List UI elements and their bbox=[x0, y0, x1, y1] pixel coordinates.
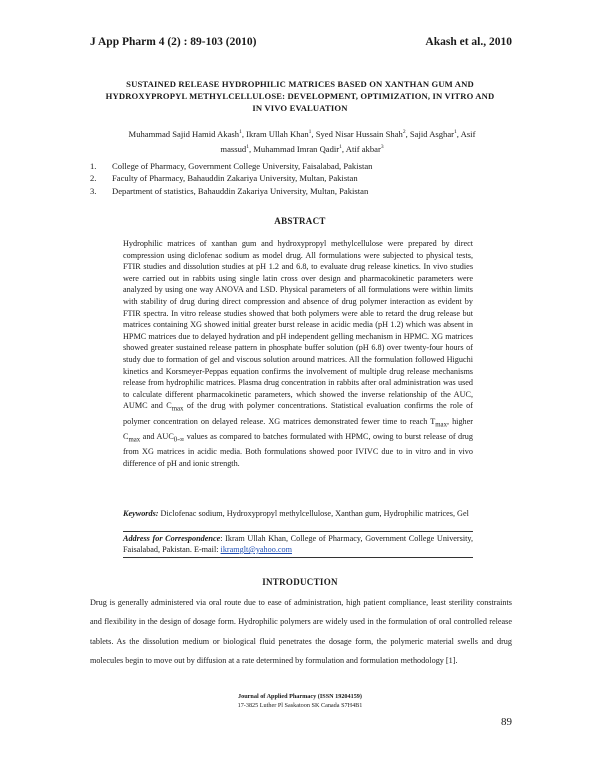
correspondence-label: Address for Correspondence bbox=[123, 534, 221, 543]
affiliation-item: 2. Faculty of Pharmacy, Bahauddin Zakariya University, Multan, Pakistan bbox=[90, 173, 358, 184]
author: Sajid Asghar$^1$, bbox=[409, 128, 461, 139]
correspondence bbox=[123, 533, 473, 555]
short-authors: Akash et al., 2010 bbox=[425, 36, 512, 48]
affiliation-item: 3. Department of statistics, Bahauddin Zakariya University, Multan, Pakistan bbox=[90, 185, 369, 196]
journal-citation: J App Pharm 4 (2) : 89-103 (2010) bbox=[90, 36, 257, 48]
paper-title: SUSTAINED RELEASE HYDROPHILIC MATRICES BASED ON XANTHAN GUM AND HYDROXYPROPYL METHYLCELLULOSE: DEVELOPMENT, OPTIMIZATION, IN VITRO AND IN VIVO EVALUATION bbox=[105, 79, 495, 113]
introduction-heading: INTRODUCTION bbox=[262, 577, 338, 587]
divider bbox=[123, 531, 473, 532]
running-header bbox=[90, 36, 512, 54]
author: Syed Nisar Hussain Shah$^2$, bbox=[315, 128, 410, 139]
page-footer bbox=[150, 693, 450, 710]
author: Muhammad Sajid Hamid Akash$^1$, bbox=[128, 128, 247, 139]
author: Muhammad Imran Qadir$^1$, bbox=[253, 143, 346, 154]
page-number: 89 bbox=[501, 716, 512, 728]
affiliation-item: 1. College of Pharmacy, Government College University, Faisalabad, Pakistan bbox=[90, 161, 373, 171]
affiliation-list bbox=[90, 160, 510, 197]
footer-journal: Journal of Applied Pharmacy (ISSN 19204159) bbox=[238, 693, 362, 700]
author-list bbox=[117, 126, 487, 156]
footer-address: 17-3825 Luther Pl Saskatoon SK Canada S7H4B1 bbox=[237, 701, 363, 709]
correspondence-text: : Ikram Ullah Khan, College of Pharmacy, Government College University, Faisalabad, Pakistan. E-mail: bbox=[123, 534, 473, 554]
divider bbox=[123, 557, 473, 558]
email-link[interactable]: ikramglt@yahoo.com bbox=[220, 545, 292, 554]
keywords-label: Keywords: bbox=[123, 509, 159, 518]
keywords-text: Diclofenac sodium, Hydroxypropyl methylcellulose, Xanthan gum, Hydrophilic matrices, Gel bbox=[158, 509, 469, 518]
abstract-heading: ABSTRACT bbox=[274, 216, 326, 226]
keywords bbox=[123, 508, 473, 519]
author: Ikram Ullah Khan$^1$, bbox=[246, 128, 316, 139]
author: Asif massud$^1$, bbox=[220, 128, 476, 154]
author: Atif akbar$^3$ bbox=[345, 143, 384, 154]
introduction-body: Drug is generally administered via oral route due to ease of administration, high patient compliance, least sterility constraints and flexibility in the design of dosage form. Hydrophilic polymers are widely used in the formulation of oral controlled release tablets. As the dissolution medium or biological fluid penetrates the dosage form, the polymeric material swells and drug molecules begin to move out by diffusion at a rate determined by formulation and formulation methodology [1]. bbox=[90, 598, 512, 666]
abstract-body: Hydrophilic matrices of xanthan gum and hydroxypropyl methylcellulose were prepared by direct compression using diclofenac sodium as model drug. All formulations were subjected to physical tests, FTIR studies and dissolution studies at pH 1.2 and 6.8, to evaluate drug release kinetics. In vivo studies were carried out in rabbits using single latin cross over design and pharmacokinetic parameters were analyzed by using one way ANOVA and LSD. Physical parameters of all formulations were within limits with stability of drug during direct compression and absence of drug polymer interaction as evident by FTIR spectra. In vitro release studies showed that both polymers were able to retard the drug release but matrices containing XG showed initial greater burst release in acidic media (pH 1.2) which was absent in HPMC matrices due to delayed hydration and pH independent gelling mechanism in HPMC. XG matrices showed greater sustained release pattern in phosphate buffer solution (pH 6.8) over twenty-four hours of study due to formation of gel and viscous solution around matrices. All the formulation followed Higuchi kinetics and Korsmeyer-Peppas equation confirms the involvement of multiple drug release mechanisms release from hydrophilic matrices. Plasma drug concentration in rabbits after oral administration was used to calculate different pharmacokinetic parameters, which showed the inverse relationship of the AUC, AUMC and $C_{max}$ of the drug with polymer concentrations. Statistical evaluation confirms the role of polymer concentration on delayed release. XG matrices demonstrated fewer time to reach $T_{max}$, higher $C_{max}$ and $AUC_{0-\infty}$ values as compared to batches formulated with HPMC, owing to burst release of drug from XG matrices in acidic media. Both formulations showed poor IVIVC due to in vitro and in vivo difference of pH and ionic strength. bbox=[123, 239, 473, 468]
